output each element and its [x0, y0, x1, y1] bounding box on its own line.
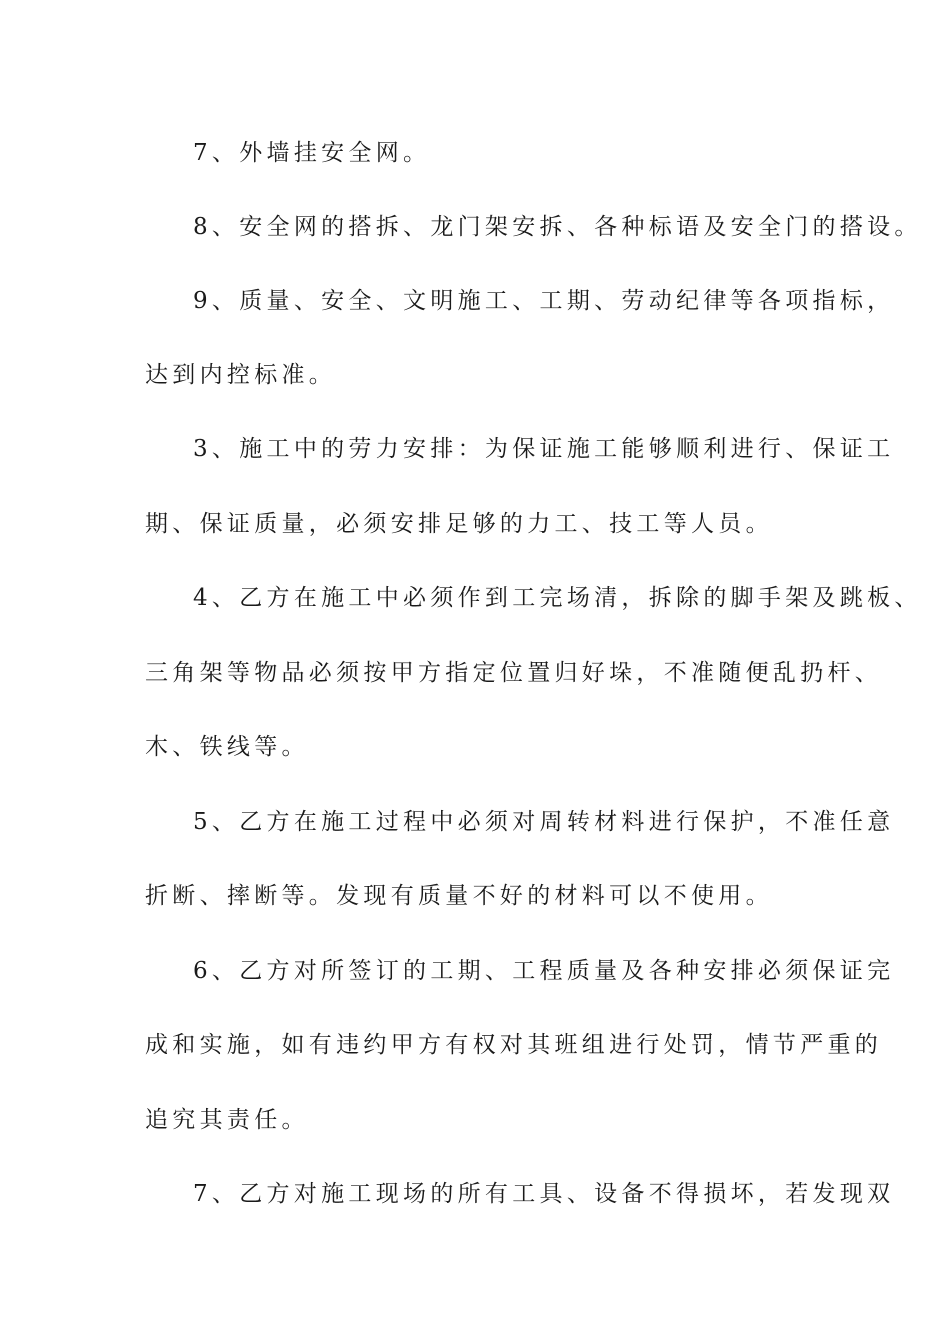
text-line-3: 9、质量、安全、文明施工、工期、劳动纪律等各项指标，	[193, 288, 895, 314]
text-line-4: 达到内控标准。	[145, 362, 337, 388]
text-line-6: 期、保证质量，必须安排足够的力工、技工等人员。	[145, 511, 773, 537]
text-line-15: 7、乙方对施工现场的所有工具、设备不得损坏，若发现双	[193, 1181, 895, 1207]
text-line-2: 8、安全网的搭拆、龙门架安拆、各种标语及安全门的搭设。	[193, 214, 922, 240]
text-line-5: 3、施工中的劳力安排：为保证施工能够顺利进行、保证工	[193, 436, 895, 462]
text-line-9: 木、铁线等。	[145, 734, 309, 760]
text-line-11: 折断、摔断等。发现有质量不好的材料可以不使用。	[145, 883, 773, 909]
text-line-13: 成和实施，如有违约甲方有权对其班组进行处罚，情节严重的	[145, 1032, 883, 1058]
text-line-12: 6、乙方对所签订的工期、工程质量及各种安排必须保证完	[193, 958, 895, 984]
text-line-7: 4、乙方在施工中必须作到工完场清，拆除的脚手架及跳板、	[193, 585, 922, 611]
text-line-10: 5、乙方在施工过程中必须对周转材料进行保护，不准任意	[193, 809, 895, 835]
text-line-14: 追究其责任。	[145, 1107, 309, 1133]
text-line-8: 三角架等物品必须按甲方指定位置归好垛，不准随便乱扔杆、	[145, 660, 883, 686]
text-line-1: 7、外墙挂安全网。	[193, 140, 431, 166]
